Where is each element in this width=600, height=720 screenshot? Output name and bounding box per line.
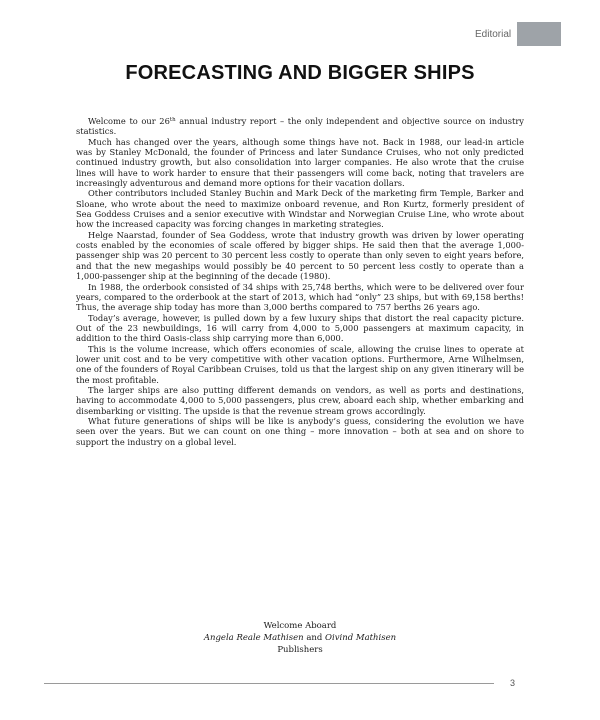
paragraph: Today’s average, however, is pulled down by a few luxury ships that distort the real capacity picture. Out of the 23 newbuildings, 16 will carry from 4,000 to 5,000 passengers at maximum capacity, in addition to the third Oasis-class ship carrying more than 6,000. — [76, 312, 524, 344]
signoff-name-2: Oivind Mathisen — [325, 633, 397, 643]
intro-text-start: Welcome to our 26 — [88, 116, 170, 126]
section-tab — [475, 22, 561, 46]
section-label: Editorial — [475, 28, 512, 40]
section-tab-block — [517, 22, 561, 46]
paragraph: Helge Naarstad, founder of Sea Goddess, wrote that industry growth was driven by lower operating costs enabled by the economies of scale offered by bigger ships. He said then that the average 1,000-passenger ship was 20 percent to 30 percent less costly to operate than only seven to eight years before, and that the new megaships would possibly be 40 percent to 50 percent less costly to operate than a 1,000-passenger ship at the beginning of the decade (1980). — [76, 229, 524, 282]
paragraph: The larger ships are also putting different demands on vendors, as well as ports and destinations, having to accommodate 4,000 to 5,000 passengers, plus crew, aboard each ship, whether embarking and disembarking or visiting. The upside is that the revenue stream grows accordingly. — [76, 384, 524, 416]
paragraph: Much has changed over the years, although some things have not. Back in 1988, our lead-in article was by Stanley McDonald, the founder of Princess and later Sundance Cruises, who not only predicted continued industry growth, but also consolidation into larger companies. He also wrote that the cruise lines will have to work harder to ensure that their passengers will come back, noting that travelers are increasingly adventurous and demand more options for their vacation dollars. — [76, 136, 524, 189]
paragraph: What future generations of ships will be like is anybody’s guess, considering the evolution we have seen over the years. But we can count on one thing – more innovation – both at sea and on shore to support the industry on a global level. — [76, 415, 524, 447]
paragraph-intro — [76, 116, 524, 137]
signoff — [0, 620, 600, 656]
signoff-and: and — [306, 633, 323, 643]
intro-text-end: annual industry report – the only independent and objective source on industry statistics. — [76, 116, 524, 137]
article-body — [76, 116, 524, 447]
signoff-greeting: Welcome Aboard — [263, 621, 337, 631]
paragraph: In 1988, the orderbook consisted of 34 ships with 25,748 berths, which were to be delivered over four years, compared to the orderbook at the start of 2013, which had “only” 23 ships, but with 69,158 berths! Thus, the average ship today has more than 3,000 berths compared to 757 berths 26 years ago. — [76, 281, 524, 313]
signoff-role: Publishers — [277, 645, 323, 655]
paragraph: Other contributors included Stanley Buchin and Mark Deck of the marketing firm Temple, Barker and Sloane, who wrote about the need to maximize onboard revenue, and Ron Kurtz, formerly president of Sea Goddess Cruises and a senior executive with Windstar and Norwegian Cruise Line, who wrote about how the increased capacity was forcing changes in marketing strategies. — [76, 188, 524, 230]
intro-superscript: th — [169, 117, 176, 123]
signoff-names — [0, 632, 600, 644]
paragraph: This is the volume increase, which offers economies of scale, allowing the cruise lines to operate at lower unit cost and to be very competitive with other vacation options. Furthermore, Arne Wilhelmsen, one of the founders of Royal Caribbean Cruises, told us that the largest ship on any given itinerary will be the most profitable. — [76, 343, 524, 385]
signoff-name-1: Angela Reale Mathisen — [203, 633, 304, 643]
page-title: FORECASTING AND BIGGER SHIPS — [125, 62, 475, 84]
page-number: 3 — [510, 678, 516, 688]
footer-rule — [44, 683, 494, 684]
